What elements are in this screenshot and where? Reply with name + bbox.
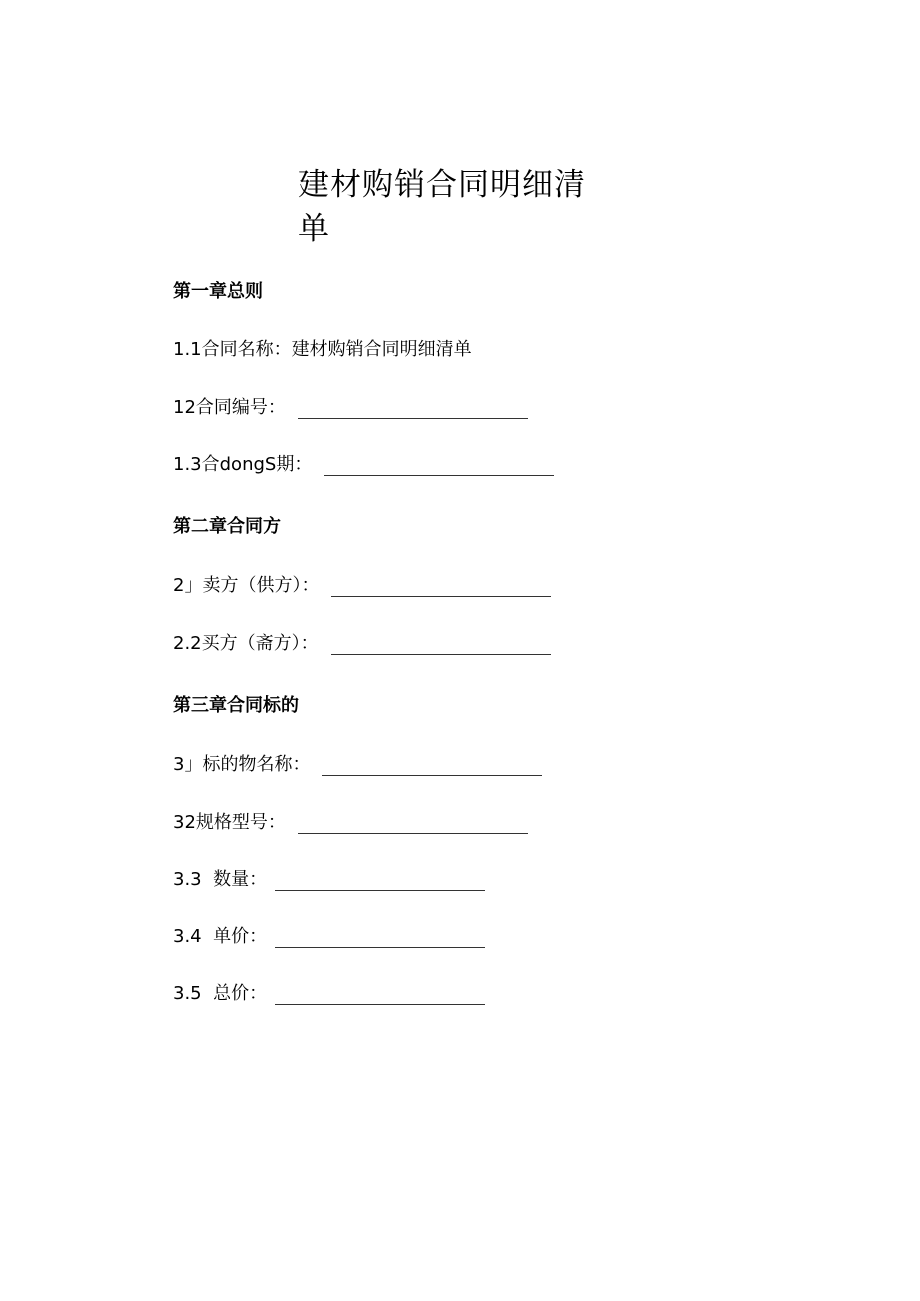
field-quantity: [173, 864, 485, 892]
fill-in-blank[interactable]: [275, 872, 485, 891]
field-subject-name: [173, 749, 542, 777]
fill-in-blank[interactable]: [298, 400, 528, 419]
fill-in-blank[interactable]: [322, 757, 542, 776]
field-buyer: [173, 628, 551, 656]
chapter-2-heading: 第二章合同方: [173, 516, 281, 537]
fill-in-blank[interactable]: [275, 929, 485, 948]
fill-in-blank[interactable]: [298, 815, 528, 834]
field-label: 32规格型号：: [173, 812, 286, 833]
field-label: 2.2买方（斋方）：: [173, 633, 319, 654]
field-seller: [173, 570, 551, 598]
field-label: 1.3合dongS期：: [173, 454, 313, 475]
fill-in-blank[interactable]: [331, 578, 551, 597]
chapter-3-heading: 第三章合同标的: [173, 695, 299, 716]
field-label: 3.5 总价：: [173, 983, 268, 1004]
field-label: 12合同编号：: [173, 397, 286, 418]
field-contract-number: [173, 392, 528, 420]
fill-in-blank[interactable]: [324, 457, 554, 476]
fill-in-blank[interactable]: [331, 636, 551, 655]
field-contract-name: [173, 334, 472, 362]
fill-in-blank[interactable]: [275, 986, 485, 1005]
field-label: 2」卖方（供方）：: [173, 575, 320, 596]
field-label: 3.4 单价：: [173, 926, 268, 947]
field-total-price: [173, 978, 485, 1006]
field-label: 3」标的物名称：: [173, 754, 311, 775]
field-label: 1.1合同名称：建材购销合同明细清单: [173, 339, 472, 360]
field-specification: [173, 807, 528, 835]
field-label: 3.3 数量：: [173, 869, 268, 890]
chapter-1-heading: 第一章总则: [173, 281, 263, 302]
document-title: 建材购销合同明细清单: [298, 167, 586, 247]
field-unit-price: [173, 921, 485, 949]
field-contract-date: [173, 449, 554, 477]
